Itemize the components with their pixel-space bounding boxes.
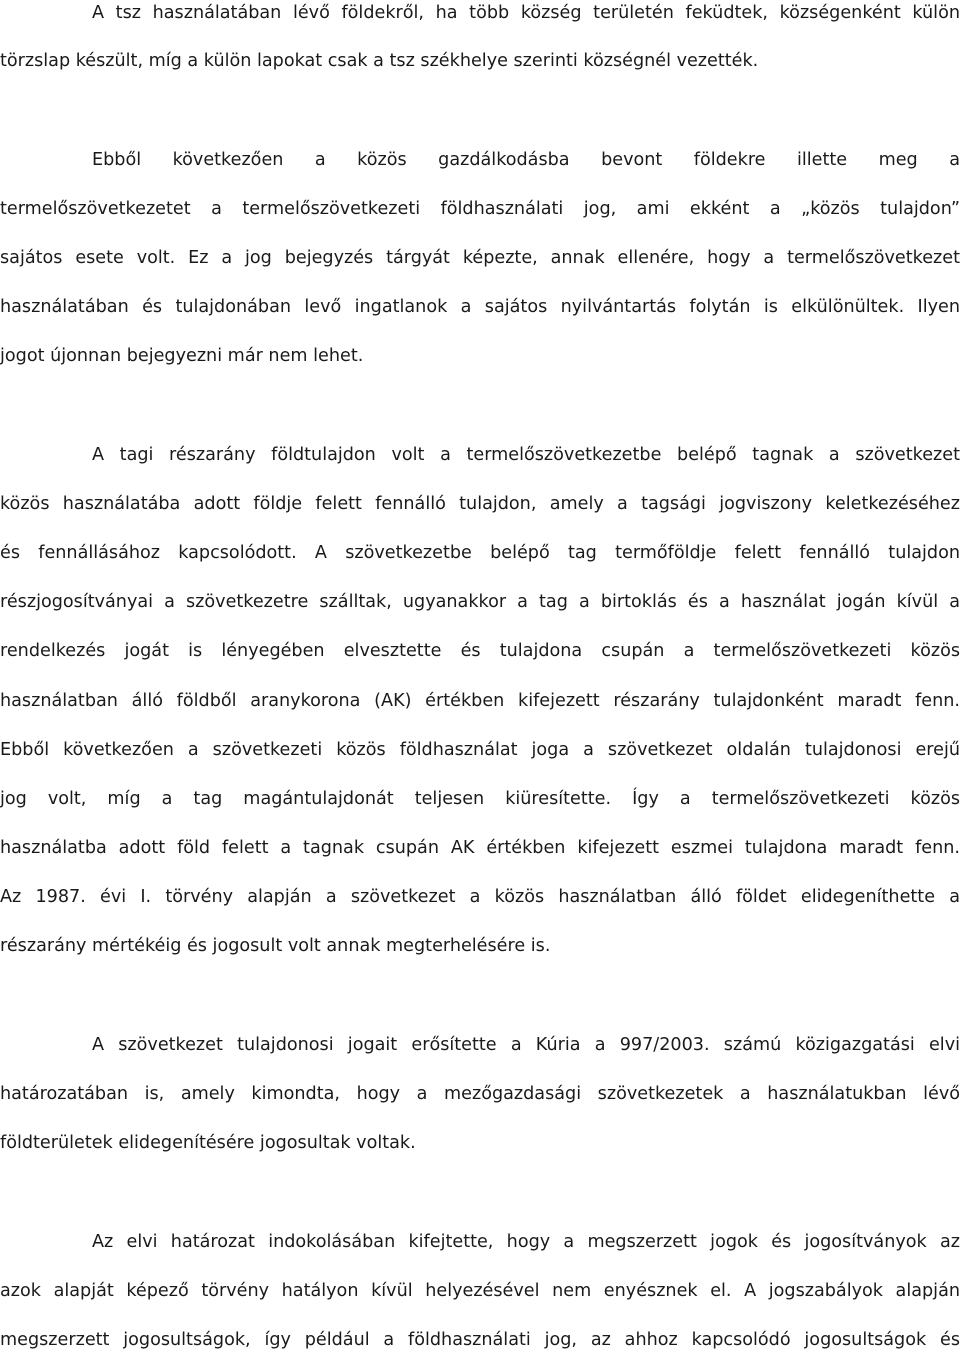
paragraph-5-line-3: megszerzett jogosultságok, így például a földhasználati jog, az ahhoz kapcsolódó jogosultságok és xyxy=(0,1330,960,1350)
paragraph-3-line-3: és fennállásához kapcsolódott. A szövetkezetbe belépő tag termőföldje felett fennálló tulajdon xyxy=(0,543,960,563)
paragraph-3-line-8: jog volt, míg a tag magántulajdonát teljesen kiüresítette. Így a termelőszövetkezeti közös xyxy=(0,789,960,809)
paragraph-3-line-9: használatba adott föld felett a tagnak csupán AK értékben kifejezett eszmei tulajdona maradt fenn. xyxy=(0,838,960,858)
paragraph-2-line-3: sajátos esete volt. Ez a jog bejegyzés tárgyát képezte, annak ellenére, hogy a termelőszövetkezet xyxy=(0,248,960,268)
paragraph-3-line-5: rendelkezés jogát is lényegében elvesztette és tulajdona csupán a termelőszövetkezeti közös xyxy=(0,641,960,661)
paragraph-2-line-1: Ebből következően a közös gazdálkodásba bevont földekre illette meg a xyxy=(92,150,960,170)
paragraph-1-line-1: A tsz használatában lévő földekről, ha több község területén feküdtek, községenként külön xyxy=(92,3,960,23)
paragraph-2-line-4: használatában és tulajdonában levő ingatlanok a sajátos nyilvántartás folytán is elkülönültek. Ilyen xyxy=(0,297,960,317)
paragraph-3-line-7: Ebből következően a szövetkezeti közös földhasználat joga a szövetkezet oldalán tulajdonosi erejű xyxy=(0,740,960,760)
paragraph-1-line-2: törzslap készült, míg a külön lapokat csak a tsz székhelye szerinti községnél vezették. xyxy=(0,51,759,71)
paragraph-4-line-1: A szövetkezet tulajdonosi jogait erősítette a Kúria a 997/2003. számú közigazgatási elvi xyxy=(92,1035,960,1055)
paragraph-4-line-2: határozatában is, amely kimondta, hogy a mezőgazdasági szövetkezetek a használatukban lévő xyxy=(0,1084,960,1104)
paragraph-2-line-2: termelőszövetkezetet a termelőszövetkezeti földhasználati jog, ami ekként a „közös tulajdon” xyxy=(0,199,960,219)
paragraph-3-line-11: részarány mértékéig és jogosult volt annak megterhelésére is. xyxy=(0,936,551,956)
paragraph-3-line-1: A tagi részarány földtulajdon volt a termelőszövetkezetbe belépő tagnak a szövetkezet xyxy=(92,445,960,465)
paragraph-3-line-4: részjogosítványai a szövetkezetre szálltak, ugyanakkor a tag a birtoklás és a használat jogán kívül a xyxy=(0,592,960,612)
paragraph-5-line-2: azok alapját képező törvény hatályon kívül helyezésével nem enyésznek el. A jogszabályok alapján xyxy=(0,1281,960,1301)
paragraph-3-line-10: Az 1987. évi I. törvény alapján a szövetkezet a közös használatban álló földet elidegeníthette a xyxy=(0,887,960,907)
paragraph-2-line-5: jogot újonnan bejegyezni már nem lehet. xyxy=(0,346,364,366)
paragraph-4-line-3: földterületek elidegenítésére jogosultak voltak. xyxy=(0,1133,416,1153)
paragraph-3-line-2: közös használatába adott földje felett fennálló tulajdon, amely a tagsági jogviszony keletkezéséhez xyxy=(0,494,960,514)
paragraph-3-line-6: használatban álló földből aranykorona (AK) értékben kifejezett részarány tulajdonként maradt fenn. xyxy=(0,691,960,711)
paragraph-5-line-1: Az elvi határozat indokolásában kifejtette, hogy a megszerzett jogok és jogosítványok az xyxy=(92,1232,960,1252)
